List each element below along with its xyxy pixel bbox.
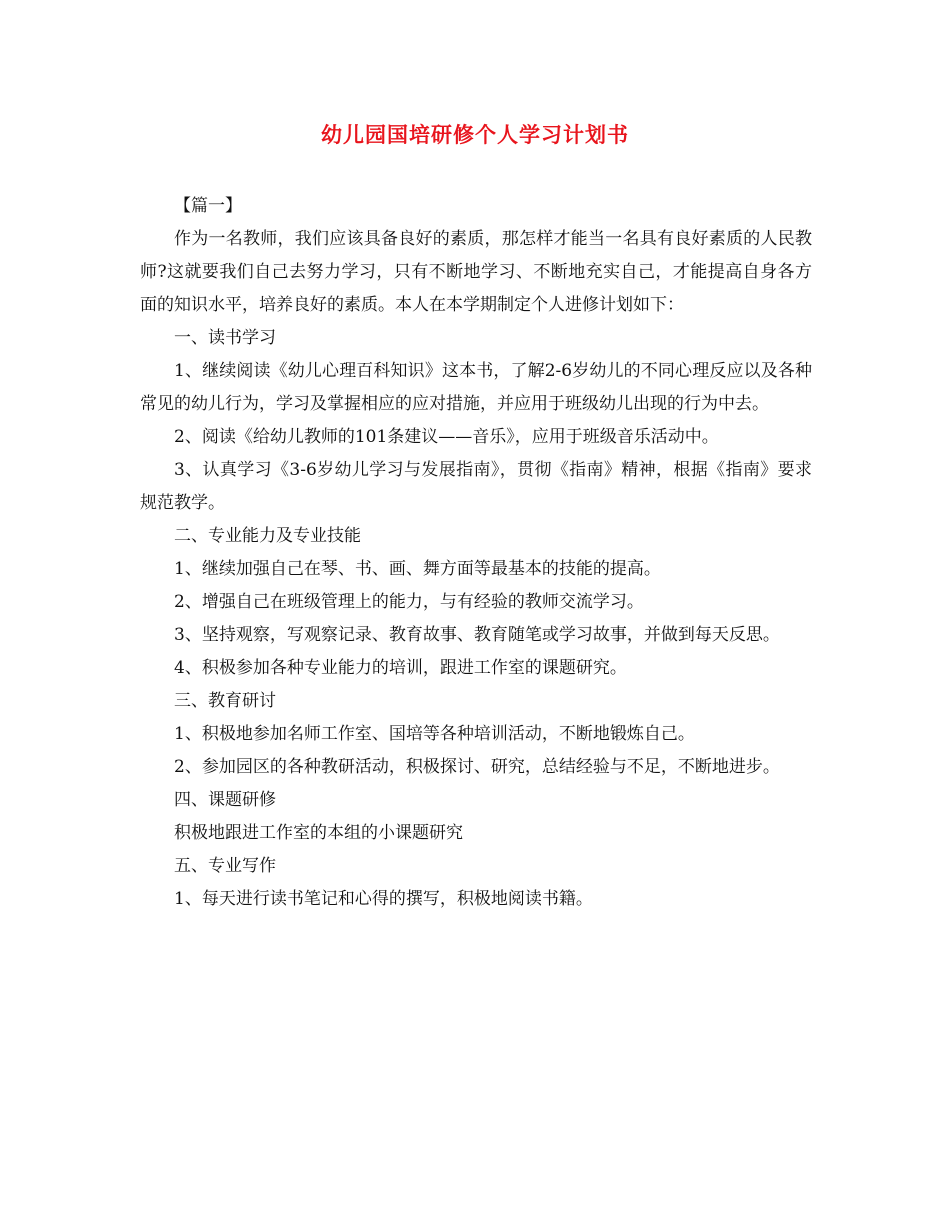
document-title: 幼儿园国培研修个人学习计划书	[321, 122, 629, 147]
heading-professional-writing: 五、专业写作	[174, 856, 276, 876]
section-tag-part-one: 【篇一】	[174, 196, 242, 216]
skills-item-1: 1、继续加强自己在琴、书、画、舞方面等最基本的技能的提高。	[174, 559, 661, 579]
reading-item-2: 2、阅读《给幼儿教师的101条建议——音乐》，应用于班级音乐活动中。	[174, 427, 719, 447]
skills-item-2: 2、增强自己在班级管理上的能力，与有经验的教师交流学习。	[174, 592, 644, 612]
reading-item-3: 3、认真学习《3-6岁幼儿学习与发展指南》，贯彻《指南》精神，根据《指南》要求规范教学。	[140, 460, 812, 513]
research-item-1: 1、积极地参加名师工作室、国培等各种培训活动，不断地锻炼自己。	[174, 724, 695, 744]
heading-professional-skills: 二、专业能力及专业技能	[174, 526, 361, 546]
research-item-2: 2、参加园区的各种教研活动，积极探讨、研究，总结经验与不足，不断地进步。	[174, 757, 780, 777]
intro-paragraph: 作为一名教师，我们应该具备良好的素质，那怎样才能当一名具有良好素质的人民教师?这就要我们自己去努力学习，只有不断地学习、不断地充实自己，才能提高自身各方面的知识水平，培养良好的素质。本人在本学期制定个人进修计划如下：	[140, 229, 812, 315]
document-body	[140, 190, 812, 916]
skills-item-4: 4、积极参加各种专业能力的培训，跟进工作室的课题研究。	[174, 658, 627, 678]
heading-reading: 一、读书学习	[174, 328, 276, 348]
reading-item-1: 1、继续阅读《幼儿心理百科知识》这本书，了解2-6岁幼儿的不同心理反应以及各种常见的幼儿行为，学习及掌握相应的应对措施，并应用于班级幼儿出现的行为中去。	[140, 361, 812, 414]
writing-item-1: 1、每天进行读书笔记和心得的撰写，积极地阅读书籍。	[174, 889, 593, 909]
heading-topic-study: 四、课题研修	[174, 790, 276, 810]
topic-study-text: 积极地跟进工作室的本组的小课题研究	[174, 823, 463, 843]
skills-item-3: 3、坚持观察，写观察记录、教育故事、教育随笔或学习故事，并做到每天反思。	[174, 625, 780, 645]
heading-education-research: 三、教育研讨	[174, 691, 276, 711]
